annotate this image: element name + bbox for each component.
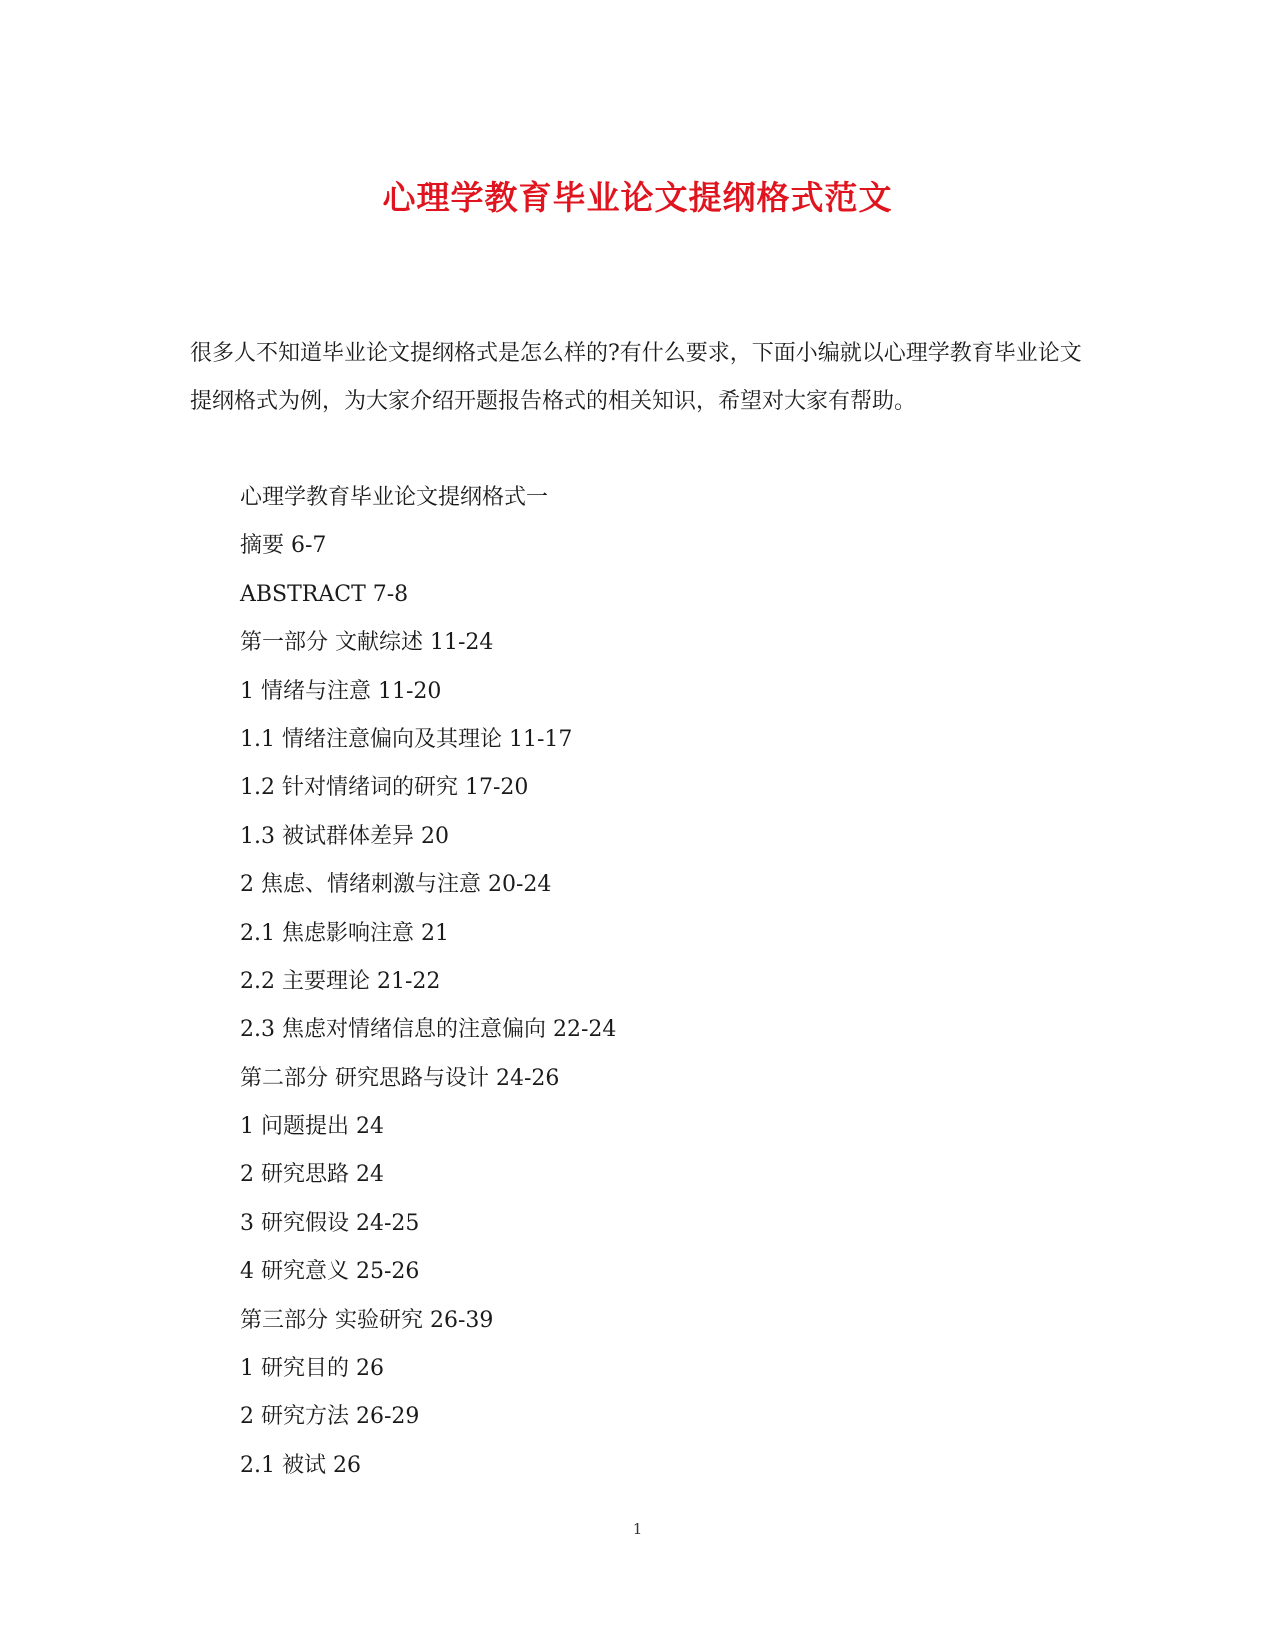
outline-item: 第二部分 研究思路与设计 24-26 xyxy=(240,1065,560,1091)
outline-item: 第一部分 文献综述 11-24 xyxy=(240,630,494,656)
outline-item: 1 问题提出 24 xyxy=(240,1114,384,1140)
outline-item: 1 情绪与注意 11-20 xyxy=(240,678,442,704)
outline-item: 2.1 被试 26 xyxy=(240,1452,361,1478)
outline-item: 1.2 针对情绪词的研究 17-20 xyxy=(240,775,529,801)
page-number: 1 xyxy=(632,1520,643,1538)
outline-item: 2 研究方法 26-29 xyxy=(240,1404,420,1430)
outline-item: 2.3 焦虑对情绪信息的注意偏向 22-24 xyxy=(240,1017,617,1043)
outline-item: 2.2 主要理论 21-22 xyxy=(240,968,441,994)
intro-paragraph: 很多人不知道毕业论文提纲格式是怎么样的?有什么要求，下面小编就以心理学教育毕业论文提纲格式为例，为大家介绍开题报告格式的相关知识，希望对大家有帮助。 xyxy=(190,341,1082,414)
outline-item: 1.1 情绪注意偏向及其理论 11-17 xyxy=(240,726,573,752)
outline-item: 3 研究假设 24-25 xyxy=(240,1210,420,1236)
outline-item: 1 研究目的 26 xyxy=(240,1356,384,1382)
outline-list xyxy=(240,474,1060,1490)
outline-item: 心理学教育毕业论文提纲格式一 xyxy=(240,485,549,510)
outline-item: 摘要 6-7 xyxy=(240,533,327,559)
outline-item: 2.1 焦虑影响注意 21 xyxy=(240,920,449,946)
outline-item: 2 研究思路 24 xyxy=(240,1162,384,1188)
outline-item: 第三部分 实验研究 26-39 xyxy=(240,1307,494,1333)
outline-item: 2 焦虑、情绪刺激与注意 20-24 xyxy=(240,872,552,898)
outline-item: 1.3 被试群体差异 20 xyxy=(240,823,449,849)
outline-item: 4 研究意义 25-26 xyxy=(240,1259,420,1285)
document-title: 心理学教育毕业论文提纲格式范文 xyxy=(382,178,893,217)
outline-item: ABSTRACT 7-8 xyxy=(240,581,409,607)
